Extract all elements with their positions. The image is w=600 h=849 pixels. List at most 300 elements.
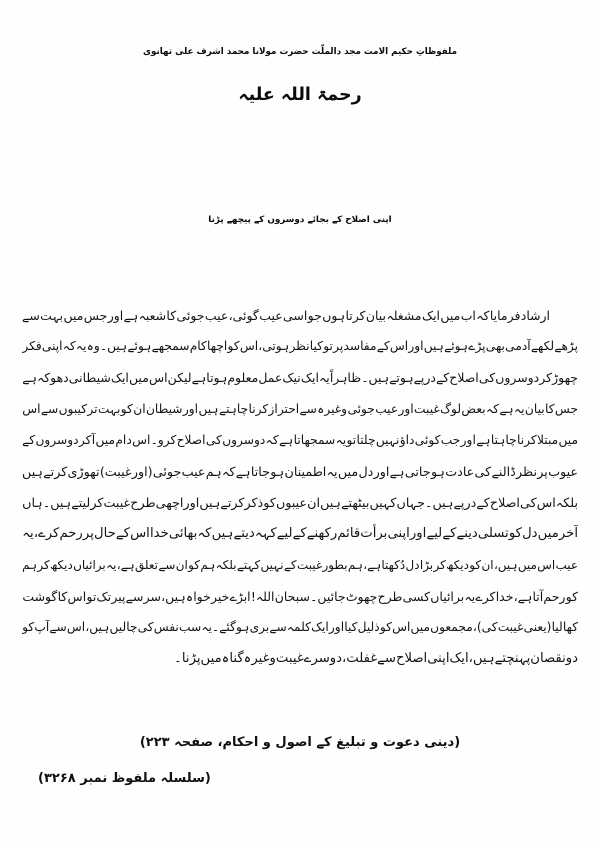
body-word: دینے: [456, 526, 478, 542]
body-word: جوئی: [347, 401, 375, 416]
body-word: پڑنا۔: [174, 651, 201, 667]
body-word: کر: [433, 557, 446, 572]
body-word: کو: [379, 619, 392, 634]
body-word: سمجھے: [151, 339, 190, 354]
body-word: جائیں۔: [310, 588, 346, 604]
body-word: اصلاح: [395, 651, 428, 667]
body-word: چھوڑ: [552, 370, 578, 386]
body-word: پر: [537, 463, 548, 479]
body-word: ہے: [191, 370, 207, 386]
body-word: یہ: [326, 463, 338, 479]
body-word: لکھے: [530, 339, 555, 354]
body-word: بلکہ: [215, 557, 237, 572]
body-word: کیا: [309, 339, 323, 354]
body-word: ایک: [449, 651, 469, 667]
body-word: لیکن: [167, 370, 192, 386]
body-word: جوئی: [176, 308, 205, 323]
body-word: نظر: [289, 339, 310, 354]
body-word: اچھی: [155, 495, 184, 511]
body-word: درپے: [453, 495, 477, 511]
body-word: ایک: [110, 370, 129, 386]
body-word: فکر: [22, 339, 42, 354]
body-word: ہیں،: [468, 651, 495, 667]
body-word: کو: [508, 526, 522, 542]
body-word: عیب: [204, 308, 229, 323]
body-word: کر: [90, 495, 104, 511]
body-word: اس: [537, 557, 556, 572]
body-word: غیبت: [414, 401, 440, 416]
body-word: وغیرہ: [317, 401, 348, 416]
body-word: میں: [63, 308, 84, 323]
body-word: کی: [478, 370, 496, 386]
body-word: اور: [328, 619, 345, 634]
body-word: جاتا: [250, 463, 270, 479]
body-word: میں: [537, 526, 559, 542]
body-word: کو: [188, 557, 200, 572]
body-word: اللہ!: [250, 588, 275, 604]
body-word: کرتے: [220, 495, 245, 511]
body-word: ارشاد: [520, 308, 550, 323]
body-word: برائیاں: [430, 588, 465, 604]
body-word: گناہ: [221, 651, 244, 667]
body-word: شعبہ: [138, 308, 167, 323]
body-word: میں: [558, 432, 578, 447]
body-word: ہو: [430, 463, 445, 479]
body-word: کہ: [486, 401, 499, 416]
body-word: طرح: [130, 495, 156, 511]
body-word: یہ: [464, 588, 476, 604]
body-word: اس: [130, 526, 150, 542]
body-line: [22, 581, 578, 612]
body-word: نقصان: [530, 651, 566, 667]
body-word: جس: [554, 401, 578, 416]
body-word: کہہ: [254, 526, 277, 542]
body-word: اور: [373, 463, 390, 479]
body-word: آ: [91, 432, 96, 447]
body-word: پڑھے: [554, 339, 578, 354]
body-word: اس: [148, 370, 168, 386]
body-word: کی: [474, 463, 492, 479]
body-word: ان: [133, 401, 146, 416]
body-word: عیب: [375, 401, 399, 416]
body-word: ہے: [235, 463, 251, 479]
body-word: اپنی: [427, 651, 450, 667]
body-word: کھا: [562, 619, 578, 634]
body-word: میں: [95, 432, 116, 447]
body-word: کو: [469, 557, 482, 572]
body-word: میں: [410, 619, 430, 634]
body-word: ان: [175, 557, 188, 572]
body-word: اسی: [283, 308, 308, 323]
body-word: برأت: [360, 526, 388, 542]
body-word: پہنچتے: [494, 651, 531, 667]
body-word: عادت: [445, 463, 475, 479]
body-word: قائم: [337, 526, 361, 542]
body-word: یہ: [514, 401, 525, 416]
body-word: کو: [22, 619, 35, 634]
body-word: اور: [409, 526, 427, 542]
body-word: مفاسد: [343, 339, 377, 354]
body-word: بطور: [322, 557, 348, 572]
body-word: ہم: [22, 557, 38, 572]
body-word: کرنا: [517, 432, 537, 447]
body-word: کی: [205, 432, 222, 447]
body-word: ہے: [476, 432, 491, 447]
body-word: کلمہ: [286, 619, 311, 634]
body-word: سے: [377, 651, 396, 667]
body-word: خدا: [149, 526, 169, 542]
body-word: چھوٹ: [345, 588, 378, 604]
body-word: عیبوں: [275, 495, 308, 511]
body-word: نیک: [282, 370, 301, 386]
body-word: وغیرہ: [243, 651, 276, 667]
body-word: اس: [22, 401, 41, 416]
body-word: تو: [323, 339, 333, 354]
body-word: کیا: [344, 619, 358, 634]
body-line: [22, 487, 578, 518]
body-word: طرح: [377, 588, 403, 604]
body-word: اس: [392, 619, 411, 634]
body-word: کرے،: [33, 526, 60, 542]
body-word: مجمعوں: [430, 619, 473, 634]
body-word: تھوڑی: [67, 463, 100, 479]
body-text: [22, 300, 578, 674]
body-word: ہم: [205, 463, 222, 479]
body-word: غیبت): [99, 463, 132, 479]
body-word: اس: [132, 432, 151, 447]
body-word: درپے: [413, 370, 436, 386]
body-word: میں: [337, 463, 359, 479]
body-word: ذکر: [244, 495, 264, 511]
body-word: کے: [292, 526, 307, 542]
body-word: دیکھ: [50, 557, 73, 572]
body-word: ہیں: [22, 463, 43, 479]
body-word: کرے: [475, 588, 496, 604]
body-word: عیوب: [548, 463, 578, 479]
body-word: کے: [115, 526, 130, 542]
body-word: اس: [536, 495, 556, 511]
body-word: پڑے: [468, 339, 486, 354]
body-word: بھی: [485, 339, 505, 354]
body-word: یہ: [319, 370, 330, 386]
body-word: کہ: [221, 463, 236, 479]
body-word: جوئی: [152, 463, 182, 479]
body-word: غیبت: [497, 619, 524, 634]
body-word: گوئی،: [228, 308, 259, 323]
body-word: کہ: [197, 526, 212, 542]
body-word: رکھنے: [306, 526, 338, 542]
body-word: تو: [86, 588, 97, 604]
body-word: وہ: [86, 339, 100, 354]
body-word: دوسروں: [495, 370, 540, 386]
body-word: بری: [249, 619, 270, 634]
body-word: ہیں۔: [99, 339, 128, 354]
body-word: سے: [299, 401, 317, 416]
body-word: میں: [440, 308, 461, 323]
body-word: دل: [522, 526, 538, 542]
body-word: ڈالنے: [491, 463, 516, 479]
body-word: اور: [398, 401, 414, 416]
body-word: ہے: [123, 308, 139, 323]
body-word: دھوکہ: [36, 370, 69, 386]
body-word: بہت: [40, 308, 64, 323]
body-word: بلکہ: [555, 495, 578, 511]
body-word: شیطان: [145, 401, 183, 416]
body-word: دو: [565, 651, 578, 667]
body-word: دوسرے: [303, 651, 343, 667]
body-word: سے: [49, 619, 67, 634]
body-word: پر: [82, 526, 94, 542]
body-word: بیان: [365, 308, 387, 323]
body-word: ہوں: [322, 308, 346, 323]
body-word: دل: [405, 557, 420, 572]
body-word: کوئی: [414, 432, 441, 447]
body-line: [22, 612, 578, 643]
body-word: پر: [333, 339, 344, 354]
body-word: ہے: [278, 432, 294, 447]
section-heading: اپنی اصلاح کے بجائے دوسروں کے پیچھے پڑنا: [208, 215, 392, 225]
body-word: اور: [107, 308, 124, 323]
body-word: ظاہراً: [329, 370, 362, 386]
body-word: ان: [481, 557, 494, 572]
body-word: اب: [460, 308, 476, 323]
body-word: پیر: [111, 588, 126, 604]
body-word: لیے: [276, 526, 293, 542]
body-line: [22, 425, 578, 456]
body-word: بڑا: [419, 557, 434, 572]
body-word: کا: [166, 308, 177, 323]
body-word: ہے،: [116, 557, 135, 572]
body-word: دوسروں: [222, 432, 266, 447]
body-word: کر: [78, 432, 92, 447]
body-word: برائیاں: [73, 557, 106, 572]
body-word: اور: [408, 339, 424, 354]
body-word: عیب: [259, 308, 283, 323]
body-word: اطمینان: [284, 463, 327, 479]
body-word: خواہ: [185, 588, 211, 604]
body-line: [22, 300, 578, 331]
body-word: فرمایا: [489, 308, 521, 323]
body-word: دام: [115, 432, 132, 447]
body-word: اس: [389, 339, 409, 354]
body-word: ہاں: [22, 495, 43, 511]
body-word: تو: [346, 432, 357, 447]
body-line: [22, 643, 578, 674]
body-word: چاہتے: [218, 401, 249, 416]
page-subtitle: رحمۃ اللہ علیہ: [238, 84, 362, 105]
body-word: کہیں: [369, 495, 397, 511]
body-word: کرو۔: [150, 432, 177, 447]
body-word: سب: [179, 619, 202, 634]
body-word: ایک: [421, 308, 441, 323]
body-word: یہ: [106, 557, 117, 572]
body-word: دل: [358, 463, 374, 479]
body-word: ذلیل: [357, 619, 380, 634]
body-word: گئے۔: [212, 619, 236, 634]
body-word: نہیں: [260, 557, 284, 572]
body-word: بہت: [97, 401, 121, 416]
body-word: نہیں: [375, 432, 400, 447]
page-title: ملفوظاتِ حکیم الامت مجد دالملّت حضرت مولانا محمد اشرف علی تھانوی: [142, 47, 458, 57]
body-word: اس: [239, 339, 259, 354]
body-word: جب: [440, 432, 461, 447]
body-word: کرتے: [43, 463, 68, 479]
body-word: ہم: [347, 557, 363, 572]
body-word: ہوتی،: [258, 339, 290, 354]
body-word: بیٹھتے: [341, 495, 370, 511]
body-word: رحم: [543, 588, 566, 604]
body-word: یہ: [22, 526, 34, 542]
body-word: لیتے: [71, 495, 91, 511]
body-word: ہو: [235, 619, 250, 634]
body-word: غیبت: [103, 495, 131, 511]
body-word: ابڑے: [229, 588, 251, 604]
body-word: احتراز: [268, 401, 300, 416]
body-word: دیکھ: [446, 557, 469, 572]
body-word: غیبت: [296, 557, 323, 572]
body-word: اور: [460, 432, 476, 447]
body-word: یہ: [335, 432, 347, 447]
body-word: کو: [120, 401, 133, 416]
body-word: ہیں،: [85, 619, 110, 634]
body-word: ہوئے: [444, 339, 469, 354]
body-word: آدمی: [505, 339, 531, 354]
body-word: میں: [128, 370, 149, 386]
body-word: کو: [263, 495, 276, 511]
citation-source: (دینی دعوت و تبلیغ کے اصول و احکام، صفحہ ۲۲۳): [139, 735, 461, 750]
body-word: جو: [307, 308, 322, 323]
body-word: ہے: [499, 401, 514, 416]
body-word: بعض: [461, 401, 486, 416]
body-word: کرتا: [345, 308, 366, 323]
body-word: ہے: [22, 370, 37, 386]
body-word: ہیں: [211, 526, 234, 542]
body-word: خیر: [211, 588, 230, 604]
body-word: ہیں: [199, 495, 221, 511]
body-word: تک: [96, 588, 112, 604]
body-word: لیے: [426, 526, 443, 542]
body-word: ان: [307, 495, 320, 511]
body-word: مشغلہ: [386, 308, 422, 323]
body-word: لوگ: [440, 401, 462, 416]
body-word: جس: [83, 308, 108, 323]
body-word: اور: [183, 495, 200, 511]
body-word: میں: [200, 651, 222, 667]
body-word: ہے،: [363, 557, 382, 572]
body-word: غفلت،: [342, 651, 378, 667]
body-word: کی: [520, 495, 537, 511]
body-word: ہم: [200, 557, 216, 572]
body-word: کی: [137, 619, 154, 634]
body-word: ہوتے: [389, 370, 414, 386]
body-word: سے: [158, 557, 176, 572]
body-word: ہے،: [513, 588, 533, 604]
body-word: (اور: [131, 463, 153, 479]
body-word: سے: [269, 619, 287, 634]
body-word: دیتے: [233, 526, 255, 542]
body-word: کا: [545, 401, 555, 416]
body-word: سمجھاتا: [293, 432, 336, 447]
body-word: یہ: [75, 339, 87, 354]
body-word: اس: [66, 619, 86, 634]
body-word: (یعنی: [523, 619, 552, 634]
body-word: سے: [40, 401, 59, 416]
body-word: معلوم: [227, 370, 259, 386]
body-word: تسلی: [477, 526, 509, 542]
body-word: کی)،: [472, 619, 498, 634]
body-word: عمل: [258, 370, 283, 386]
body-word: آخر: [558, 526, 578, 542]
body-word: عیب: [181, 463, 206, 479]
body-word: ہیں۔: [361, 370, 389, 386]
body-word: ہیں: [198, 401, 219, 416]
body-word: اصلاح: [489, 495, 520, 511]
body-word: کے: [476, 495, 490, 511]
body-word: اور: [182, 401, 199, 416]
body-word: مبتلا: [537, 432, 559, 447]
body-word: ہوتا: [206, 370, 228, 386]
body-word: ہیں۔: [42, 495, 72, 511]
body-word: اپنی: [387, 526, 410, 542]
body-word: کے: [376, 339, 390, 354]
body-word: چاہتا: [490, 432, 517, 447]
body-word: کو: [565, 588, 578, 604]
body-word: ہیں۔: [425, 495, 454, 511]
body-word: بھائی: [168, 526, 198, 542]
body-word: ایک: [311, 619, 329, 634]
body-word: جہاں: [396, 495, 425, 511]
body-word: اصلاح: [176, 432, 206, 447]
body-word: کہ: [476, 308, 490, 323]
body-word: کر: [37, 557, 50, 572]
body-word: ہیں: [320, 495, 341, 511]
body-word: اچھا: [207, 339, 228, 354]
body-word: کہتے: [236, 557, 261, 572]
body-word: حال: [94, 526, 116, 542]
body-word: سے: [22, 308, 40, 323]
body-word: چالیں: [109, 619, 138, 634]
body-word: غیبت: [275, 651, 304, 667]
body-word: چلتا: [356, 432, 376, 447]
body-word: کو: [227, 339, 240, 354]
body-line: [22, 331, 578, 362]
body-word: دُکھتا: [381, 557, 406, 572]
body-word: ہیں،: [161, 588, 186, 604]
body-word: ہو: [270, 463, 285, 479]
body-word: سر: [143, 588, 161, 604]
body-word: ایک: [300, 370, 319, 386]
body-word: ہوئے: [127, 339, 152, 354]
body-word: کے: [283, 557, 297, 572]
body-word: ہیں،: [493, 557, 518, 572]
body-word: کا: [57, 588, 68, 604]
title-block: [0, 46, 600, 105]
body-line: [22, 518, 578, 549]
body-word: رحم: [59, 526, 83, 542]
body-word: ہیں: [423, 339, 444, 354]
body-word: شیطانی: [68, 370, 111, 386]
body-word: سے: [125, 588, 144, 604]
body-word: خدا: [495, 588, 514, 604]
body-word: میں: [517, 557, 537, 572]
body-word: اصلاح: [449, 370, 479, 386]
body-word: یہ: [201, 619, 212, 634]
body-line: [22, 456, 578, 487]
body-word: کے: [22, 432, 36, 447]
body-word: کرنا: [248, 401, 269, 416]
body-word: گوشت: [22, 588, 58, 604]
body-word: کے: [436, 370, 450, 386]
